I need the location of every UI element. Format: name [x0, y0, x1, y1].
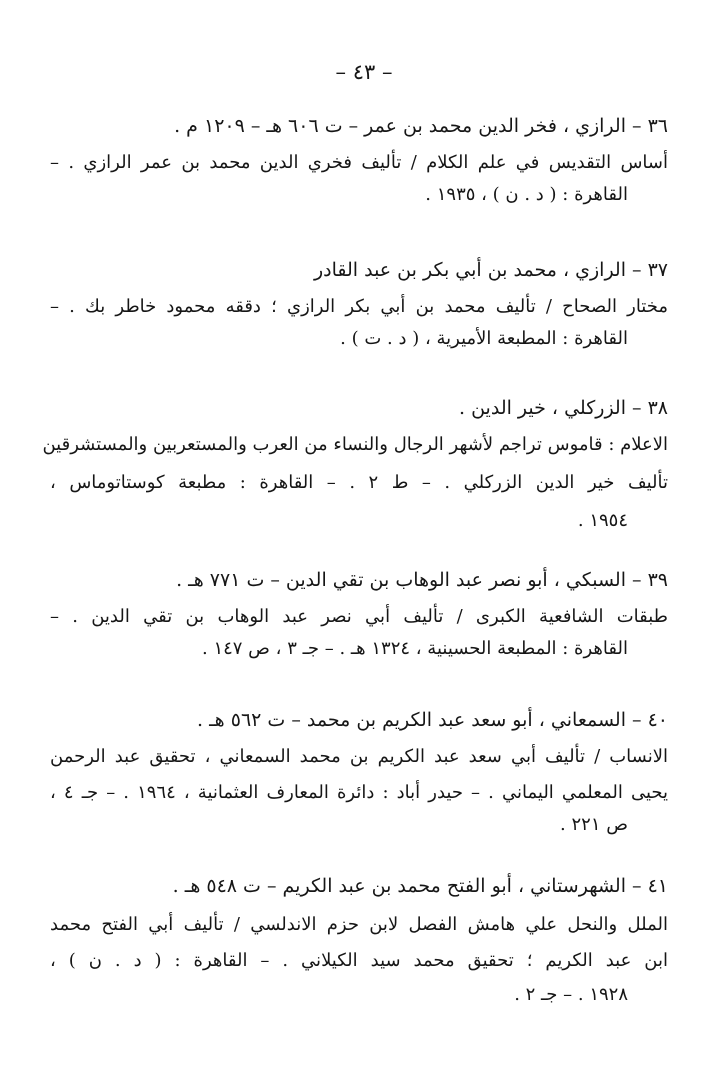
entry-line: ١٩٢٨ . – جـ ٢ . — [514, 984, 628, 1005]
bibliography-entry-38 — [42, 394, 668, 534]
entry-line: الملل والنحل علي هامش الفصل لابن حزم الاندلسي / تأليف أبي الفتح محمد — [50, 914, 668, 935]
entry-line: أساس التقديس في علم الكلام / تأليف فخري الدين محمد بن عمر الرازي . – — [50, 152, 668, 173]
bibliography-entry-41 — [50, 872, 668, 1008]
entry-heading: ٣٨ – الزركلي ، خير الدين . — [459, 397, 668, 419]
entry-line: القاهرة : ( د . ن ) ، ١٩٣٥ . — [425, 184, 628, 205]
entry-line: تأليف خير الدين الزركلي . – ط ٢ . – القاهرة : مطبعة كوستاتوماس ، — [50, 472, 668, 493]
bibliography-entry-39 — [50, 566, 668, 662]
entry-line: طبقات الشافعية الكبرى / تأليف أبي نصر عبد الوهاب بن تقي الدين . – — [50, 606, 668, 627]
entry-line: القاهرة : المطبعة الحسينية ، ١٣٢٤ هـ . – جـ ٣ ، ص ١٤٧ . — [201, 638, 628, 659]
entry-heading: ٣٦ – الرازي ، فخر الدين محمد بن عمر – ت ٦٠٦ هـ – ١٢٠٩ م . — [174, 115, 668, 137]
entry-line: الاعلام : قاموس تراجم لأشهر الرجال والنساء من العرب والمستعربين والمستشرقين — [42, 434, 668, 455]
entry-line: ١٩٥٤ . — [577, 510, 628, 531]
bibliography-entry-37 — [50, 256, 668, 352]
entry-line: الانساب / تأليف أبي سعد عبد الكريم بن محمد السمعاني ، تحقيق عبد الرحمن — [50, 746, 668, 767]
bibliography-entry-40 — [50, 706, 668, 838]
entry-heading: ٤٠ – السمعاني ، أبو سعد عبد الكريم بن محمد – ت ٥٦٢ هـ . — [197, 709, 668, 731]
page-number: – ٤٣ – — [335, 60, 393, 84]
entry-heading: ٣٧ – الرازي ، محمد بن أبي بكر بن عبد القادر — [313, 259, 668, 281]
entry-line: ص ٢٢١ . — [560, 814, 628, 835]
entry-line: مختار الصحاح / تأليف محمد بن أبي بكر الرازي ؛ دققه محمود خاطر بك . – — [50, 296, 668, 317]
entry-line: القاهرة : المطبعة الأميرية ، ( د . ت ) . — [340, 328, 628, 349]
entry-line: ابن عبد الكريم ؛ تحقيق محمد سيد الكيلاني . – القاهرة : ( د . ن ) ، — [50, 950, 668, 971]
entry-heading: ٤١ – الشهرستاني ، أبو الفتح محمد بن عبد الكريم – ت ٥٤٨ هـ . — [172, 875, 668, 897]
bibliography-entry-36 — [50, 112, 668, 208]
entry-heading: ٣٩ – السبكي ، أبو نصر عبد الوهاب بن تقي الدين – ت ٧٧١ هـ . — [176, 569, 668, 591]
entry-line: يحيى المعلمي اليماني . – حيدر أباد : دائرة المعارف العثمانية ، ١٩٦٤ . – جـ ٤ ، — [50, 782, 669, 803]
